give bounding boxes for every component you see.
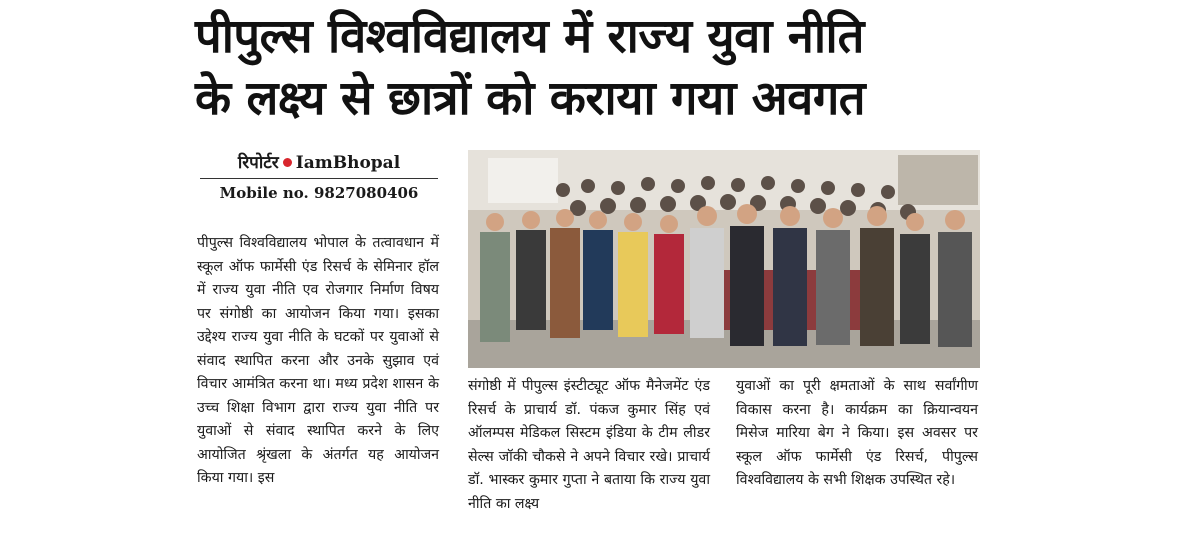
reporter-label: रिपोर्टर: [237, 153, 279, 173]
byline: [200, 150, 438, 202]
red-dot-icon: [283, 158, 292, 167]
article-column-1: पीपुल्स विश्वविद्यालय भोपाल के तत्वावधान में स्कूल ऑफ फार्मेसी एंड रिसर्च के सेमिनार हॉल में राज्य युवा नीति एव रोजगार निर्माण विषय पर संगोष्ठी का आयोजन किया गया। इसका उद्देश्य राज्य युवा नीति के घटकों पर युवाओं से संवाद स्थापित करना और उनके सुझाव एवं विचार आमंत्रित करना था। मध्य प्रदेश शासन के उच्च शिक्षा विभाग द्वारा राज्य युवा नीति पर युवाओं से संवाद स्थापित करने के लिए आयोजित श्रृंखला के अंतर्गत यह आयोजन किया गया। इस: [197, 235, 439, 486]
group-photo-illustration: [468, 150, 980, 368]
article-column-3: युवाओं का पूरी क्षमताओं के साथ सर्वांगीण विकास करना है। कार्यक्रम का क्रियान्वयन मिसेज मारिया बेग ने किया। इस अवसर पर स्कूल ऑफ फार्मेसी एंड रिसर्च, पीपुल्स विश्वविद्यालय के सभी शिक्षक उपस्थित रहे।: [736, 378, 978, 488]
headline-line-2: के लक्ष्य से छात्रों को कराया गया अवगत: [195, 71, 866, 126]
mobile-number: 9827080406: [314, 184, 419, 202]
event-photo: [468, 150, 980, 368]
reporter-line: [200, 150, 438, 179]
mobile-line: [200, 179, 438, 202]
headline-line-1: पीपुल्स विश्वविद्यालय में राज्य युवा नीति: [195, 9, 864, 64]
headline: [195, 6, 995, 130]
mobile-label: Mobile no.: [219, 184, 309, 202]
article-column-2: संगोष्ठी में पीपुल्स इंस्टीट्यूट ऑफ मैनेजमेंट एंड रिसर्च के प्राचार्य डॉ. पंकज कुमार सिंह एवं ऑलम्पस मेडिकल सिस्टम इंडिया के टीम लीडर सेल्स जॉकी चौकसे ने अपने विचार रखे। प्राचार्य डॉ. भास्कर कुमार गुप्ता ने बताया कि राज्य युवा नीति का लक्ष्य: [468, 378, 710, 512]
reporter-name: IamBhopal: [295, 153, 401, 173]
